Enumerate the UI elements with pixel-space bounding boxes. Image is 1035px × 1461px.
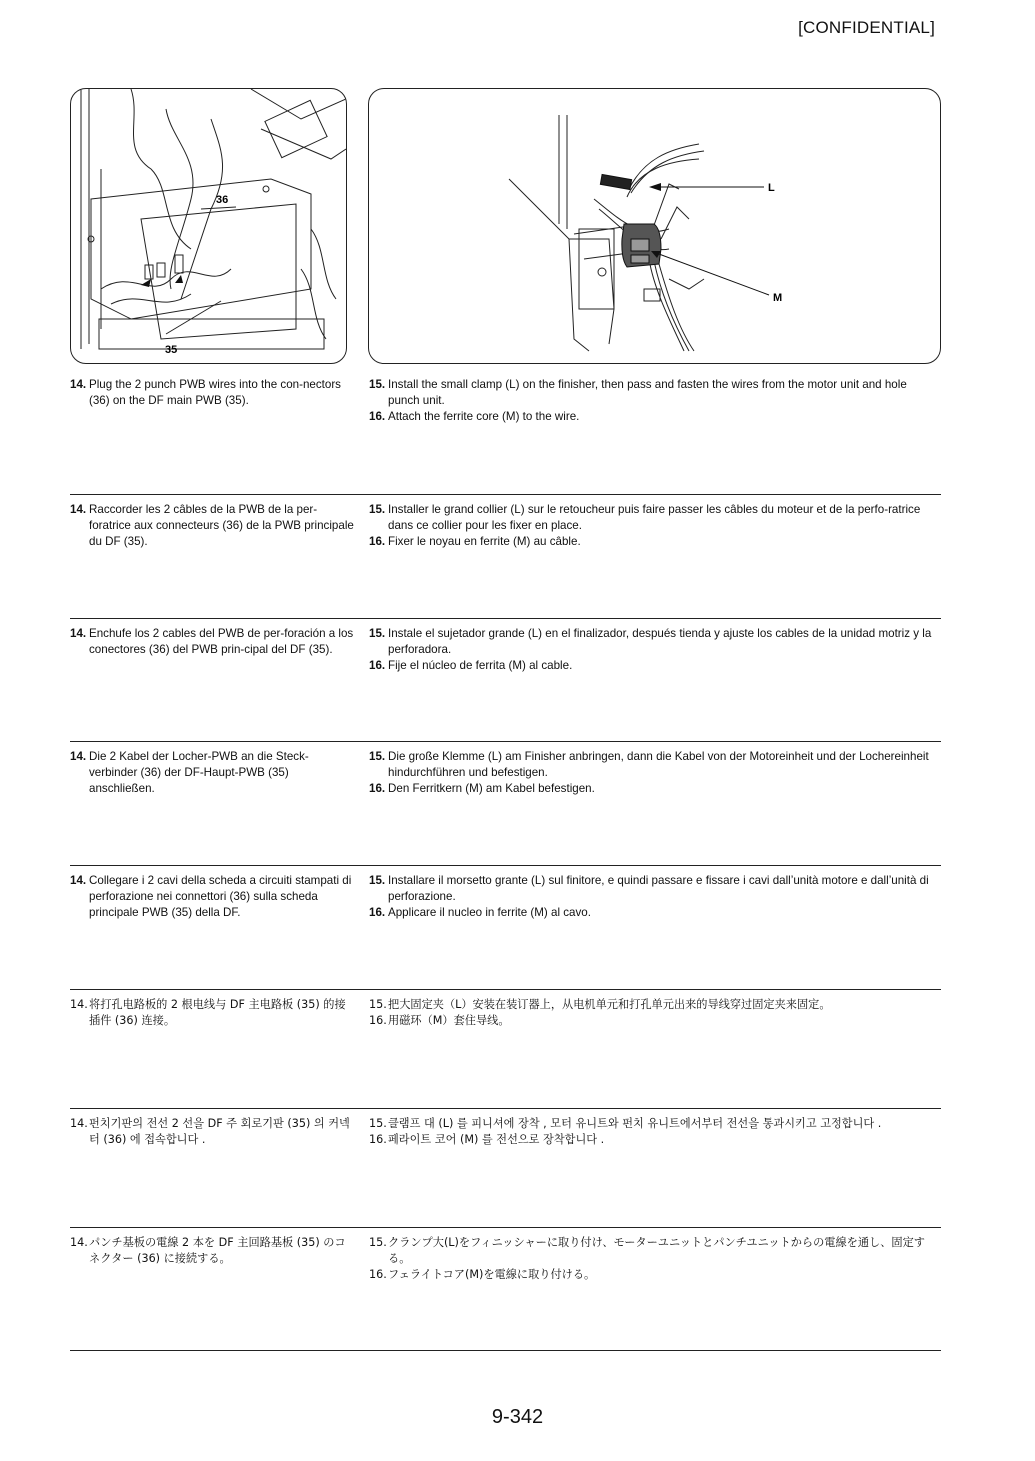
step-16: 16. フェライトコア(M)を電線に取り付ける。 — [369, 1268, 596, 1281]
section-german — [70, 741, 941, 795]
right-column — [369, 1116, 941, 1148]
step-15: 15. Instale el sujetador grande (L) en el finalizador, después tienda y ajuste los cables de la unidad motriz y la perforadora. — [369, 627, 932, 656]
step-15: 15. クランプ大(L)をフィニッシャーに取り付け、モーターユニットとパンチユニットからの電線を通し、固定する。 — [369, 1236, 925, 1265]
footer-divider — [70, 1350, 941, 1351]
left-column — [70, 749, 355, 797]
step-14: 14. 将打孔电路板的 2 根电线与 DF 主电路板 (35) 的接插件 (36) 连接。 — [70, 998, 346, 1027]
step-14: 14. Collegare i 2 cavi della scheda a circuiti stampati di perforazione nei connettori (36) sulla scheda principale PWB (35) della DF. — [70, 874, 352, 919]
step-14: 14. 펀치기판의 전선 2 선을 DF 주 회로기판 (35) 의 커넥터 (36) 에 접속합니다 . — [70, 1117, 350, 1146]
step-15: 15. Installer le grand collier (L) sur le retoucheur puis faire passer les câbles du moteur et de la perfo-ratrice dans ce collier pour les fixer en place. — [369, 503, 921, 532]
step-14: 14. Plug the 2 punch PWB wires into the con-nectors (36) on the DF main PWB (35). — [70, 378, 341, 407]
right-column — [369, 626, 941, 674]
figure2-drawing — [369, 89, 940, 363]
right-column — [369, 377, 941, 425]
callout-M: M — [773, 292, 783, 304]
left-column — [70, 1116, 355, 1148]
step-16: 16. Den Ferritkern (M) am Kabel befestigen. — [369, 782, 595, 795]
page-number: 9-342 — [491, 1406, 544, 1428]
step-16: 16. 페라이트 코어 (M) 를 전선으로 장착합니다 . — [369, 1133, 605, 1146]
left-column — [70, 626, 355, 658]
step-15: 15. Install the small clamp (L) on the finisher, then pass and fasten the wires from the motor unit and hole punch unit. — [369, 378, 907, 407]
callout-35: 35 — [165, 344, 178, 356]
right-column — [369, 873, 941, 921]
right-column — [369, 997, 941, 1029]
figure-clamp-ferrite-core — [368, 88, 941, 364]
left-column — [70, 873, 355, 921]
left-column — [70, 377, 355, 409]
right-column — [369, 1235, 941, 1283]
callout-36: 36 — [216, 194, 229, 206]
step-15: 15. 클램프 대 (L) 를 피니셔에 장착 , 모터 유니트와 펀치 유니트에서부터 전선을 통과시키고 고정합니다 . — [369, 1117, 882, 1130]
step-15: 15. Installare il morsetto grante (L) sul finitore, e quindi passare e fissare i cavi dall’unità motore e dall’unità di perforazione. — [369, 874, 929, 903]
left-column — [70, 1235, 355, 1267]
step-16: 16. 用磁环（M）套住导线。 — [369, 1014, 510, 1027]
left-column — [70, 997, 355, 1029]
right-column — [369, 502, 941, 550]
step-14: 14. Die 2 Kabel der Locher-PWB an die Steck-verbinder (36) der DF-Haupt-PWB (35) anschließen. — [70, 750, 309, 795]
confidential-label: [CONFIDENTIAL] — [798, 18, 935, 37]
figure-punch-pwb-connectors — [70, 88, 347, 364]
step-16: 16. Applicare il nucleo in ferrite (M) al cavo. — [369, 906, 591, 919]
right-column — [369, 749, 941, 797]
section-spanish — [70, 618, 941, 672]
step-14: 14. パンチ基板の電線 2 本を DF 主回路基板 (35) のコネクター (36) に接続する。 — [70, 1236, 346, 1265]
section-japanese — [70, 1227, 941, 1281]
step-16: 16. Fije el núcleo de ferrita (M) al cable. — [369, 659, 573, 672]
figure1-drawing — [71, 89, 346, 363]
section-korean — [70, 1108, 941, 1146]
step-15: 15. Die große Klemme (L) am Finisher anbringen, dann die Kabel von der Motoreinheit und der Lochereinheit hindurchführen und befestigen. — [369, 750, 929, 779]
callout-L: L — [768, 182, 775, 194]
step-15: 15. 把大固定夹（L）安装在装订器上，从电机单元和打孔单元出来的导线穿过固定夹来固定。 — [369, 998, 831, 1011]
step-16: 16. Attach the ferrite core (M) to the wire. — [369, 410, 580, 423]
step-14: 14. Raccorder les 2 câbles de la PWB de la per-foratrice aux connecteurs (36) de la PWB principale du DF (35). — [70, 503, 354, 548]
step-16: 16. Fixer le noyau en ferrite (M) au câble. — [369, 535, 581, 548]
left-column — [70, 502, 355, 550]
section-chinese — [70, 989, 941, 1027]
section-french — [70, 494, 941, 548]
step-14: 14. Enchufe los 2 cables del PWB de per-foración a los conectores (36) del PWB prin-cipal del DF (35). — [70, 627, 354, 656]
section-italian — [70, 865, 941, 919]
